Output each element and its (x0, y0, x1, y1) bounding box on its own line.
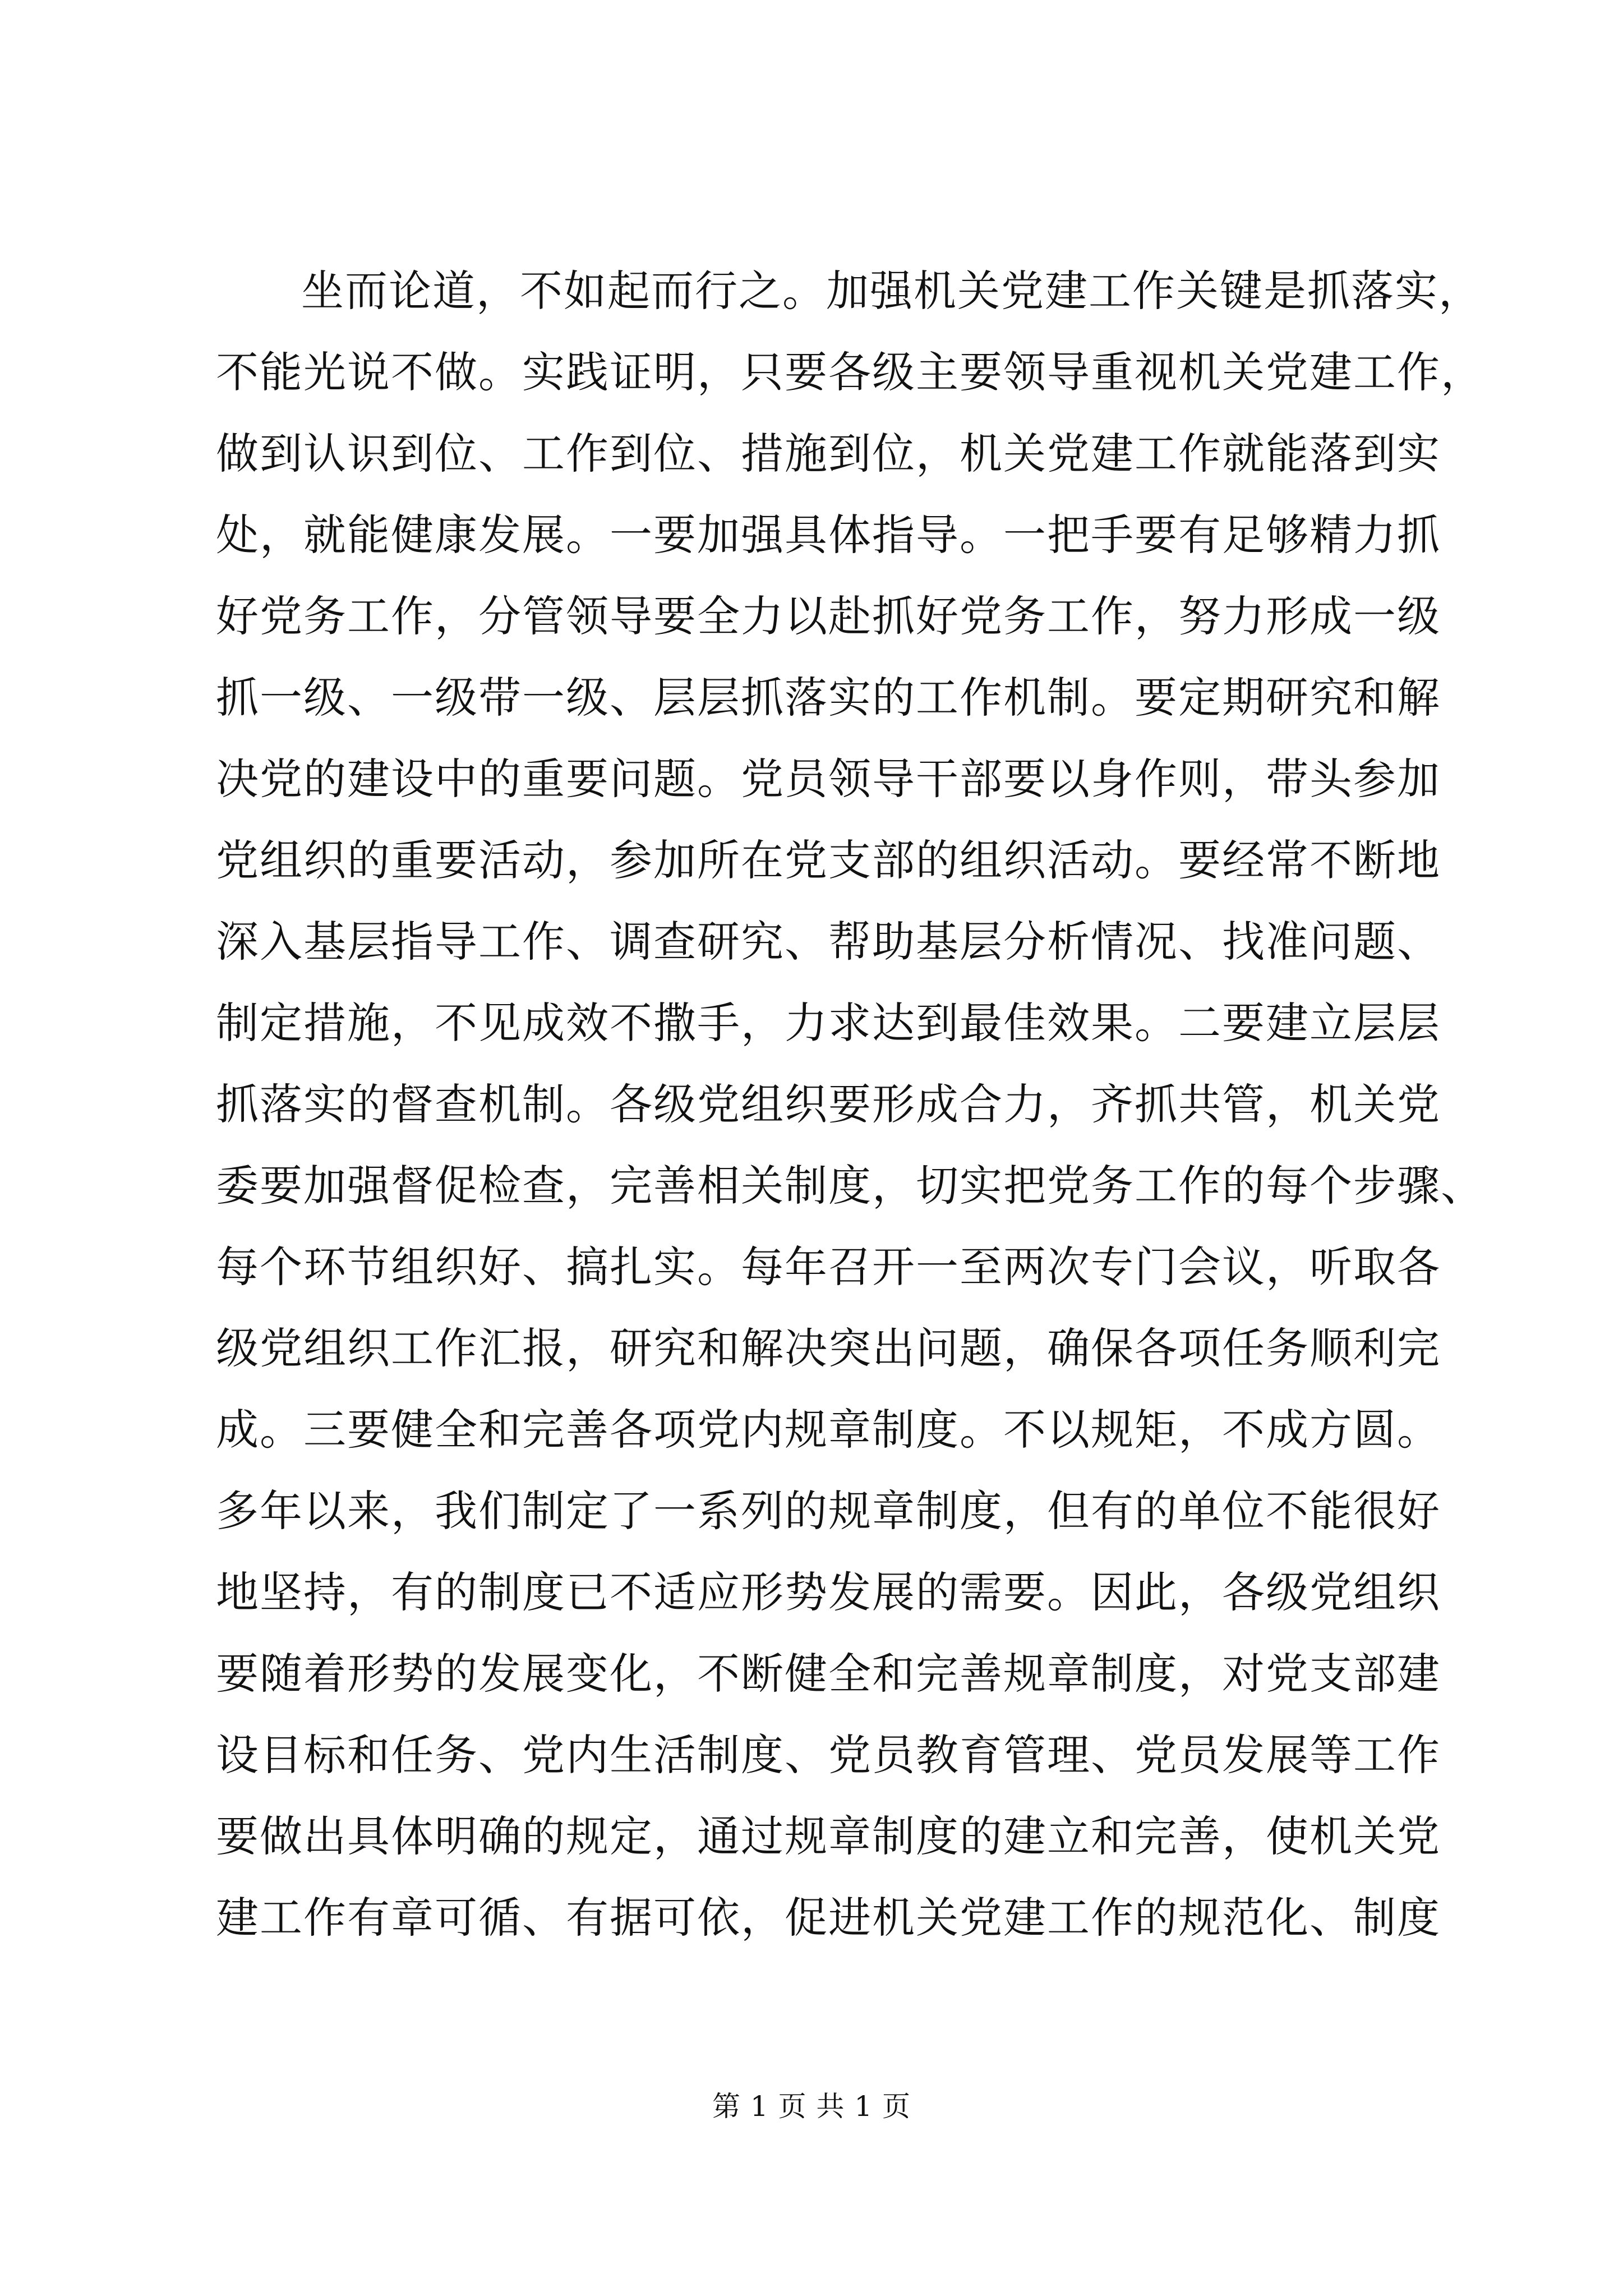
text-line: 每个环节组织好、搞扎实。每年召开一至两次专门会议，听取各 (216, 1242, 1441, 1292)
text-line: 做到认识到位、工作到位、措施到位，机关党建工作就能落到实 (216, 429, 1441, 478)
text-line: 委要加强督促检查，完善相关制度，切实把党务工作的每个步骤、 (216, 1161, 1484, 1211)
text-line: 坐而论道，不如起而行之。加强机关党建工作关键是抓落实， (301, 266, 1482, 316)
text-line: 抓一级、一级带一级、层层抓落实的工作机制。要定期研究和解 (216, 673, 1441, 723)
page-number-label: 第 1 页 共 1 页 (712, 2090, 911, 2123)
text-line: 处，就能健康发展。一要加强具体指导。一把手要有足够精力抓 (216, 510, 1441, 560)
text-line: 决党的建设中的重要问题。党员领导干部要以身作则，带头参加 (216, 754, 1441, 804)
text-line: 地坚持，有的制度已不适应形势发展的需要。因此，各级党组织 (216, 1567, 1441, 1617)
text-line: 制定措施，不见成效不撒手，力求达到最佳效果。二要建立层层 (216, 998, 1441, 1048)
body-paragraph (216, 250, 1484, 1958)
text-line: 党组织的重要活动，参加所在党支部的组织活动。要经常不断地 (216, 835, 1441, 885)
text-line: 深入基层指导工作、调查研究、帮助基层分析情况、找准问题、 (216, 917, 1441, 967)
text-line: 建工作有章可循、有据可依，促进机关党建工作的规范化、制度 (216, 1893, 1441, 1943)
text-line: 抓落实的督查机制。各级党组织要形成合力，齐抓共管，机关党 (216, 1079, 1441, 1129)
text-line: 级党组织工作汇报，研究和解决突出问题，确保各项任务顺利完 (216, 1323, 1441, 1373)
text-line: 成。三要健全和完善各项党内规章制度。不以规矩，不成方圆。 (216, 1405, 1441, 1455)
page-footer (0, 2084, 1623, 2124)
text-line: 要做出具体明确的规定，通过规章制度的建立和完善，使机关党 (216, 1811, 1441, 1861)
text-line: 多年以来，我们制定了一系列的规章制度，但有的单位不能很好 (216, 1486, 1441, 1536)
text-line: 好党务工作，分管领导要全力以赴抓好党务工作，努力形成一级 (216, 591, 1441, 641)
text-line: 要随着形势的发展变化，不断健全和完善规章制度，对党支部建 (216, 1649, 1441, 1699)
text-line: 不能光说不做。实践证明，只要各级主要领导重视机关党建工作， (216, 347, 1484, 397)
text-line: 设目标和任务、党内生活制度、党员教育管理、党员发展等工作 (216, 1730, 1441, 1780)
